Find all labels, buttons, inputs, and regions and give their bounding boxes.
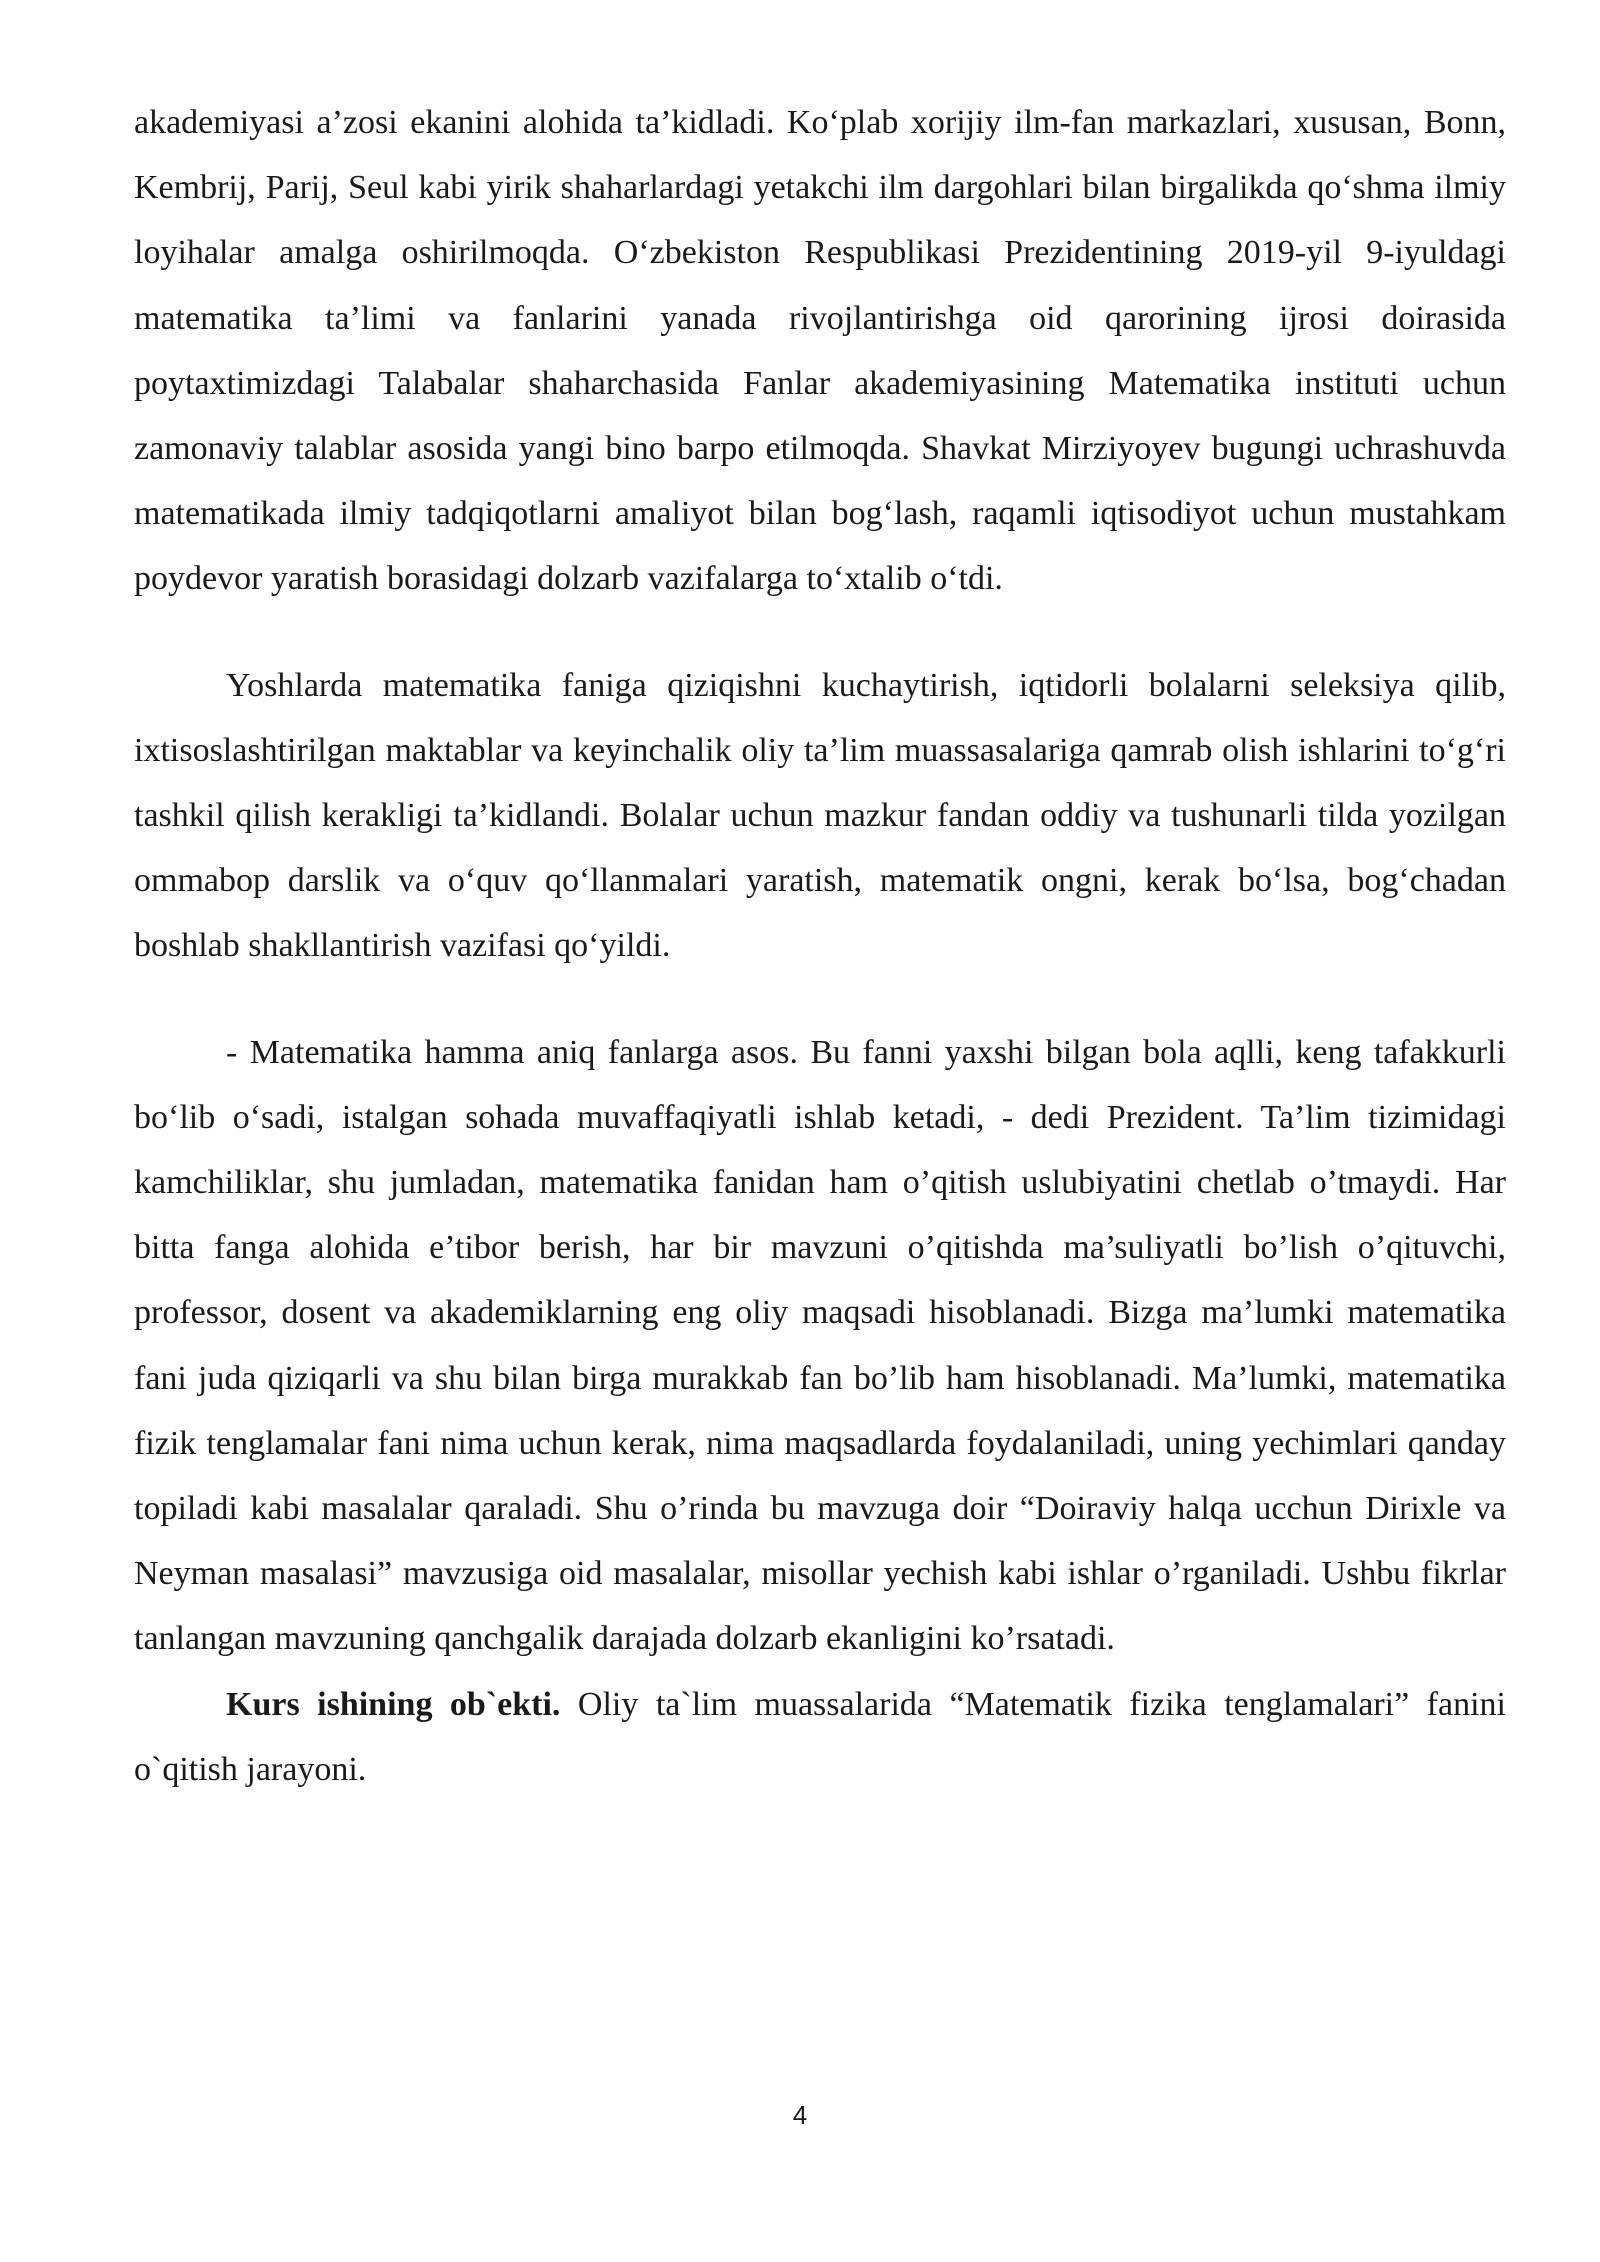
course-object-heading: Kurs ishining ob`ekti. — [226, 1685, 561, 1723]
paragraph-president-quote: - Matematika hamma aniq fanlarga asos. Bu fanni yaxshi bilgan bola aqlli, keng tafakkurli bo‘lib o‘sadi, istalgan sohada muvaffaqiyatli ishlab ketadi, - dedi Prezident. Ta’lim tizimidagi kamchiliklar, shu jumladan, matematika fanidan ham o’qitish uslubiyatini chetlab o’tmaydi. Har bitta fanga alohida e’tibor berish, har bir mavzuni o’qitishda ma’suliyatli bo’lish o’qituvchi, professor, dosent va akademiklarning eng oliy maqsadi hisoblanadi. Bizga ma’lumki matematika fani juda qiziqarli va shu bilan birga murakkab fan bo’lib ham hisoblanadi. Ma’lumki, matematika fizik tenglamalar fani nima uchun kerak, nima maqsadlarda foydalaniladi, uning yechimlari qanday topiladi kabi masalalar qaraladi. Shu o’rinda bu mavzuga doir “Doiraviy halqa ucchun Dirixle va Neyman masalasi” mavzusiga oid masalalar, misollar yechish kabi ishlar o’rganiladi. Ushbu fikrlar tanlangan mavzuning qanchgalik darajada dolzarb ekanligini ko’rsatadi. — [134, 1033, 1506, 1658]
document-page — [134, 90, 1506, 1802]
paragraph-youth-math: Yoshlarda matematika faniga qiziqishni kuchaytirish, iqtidorli bolalarni seleksiya qilib, ixtisoslashtirilgan maktablar va keyinchalik oliy ta’lim muassasalariga qamrab olish ishlarini to‘g‘ri tashkil qilish kerakligi ta’kidlandi. Bolalar uchun mazkur fandan oddiy va tushunarli tilda yozilgan ommabop darslik va o‘quv qo‘llanmalari yaratish, matematik ongni, kerak bo‘lsa, bog‘chadan boshlab shakllantirish vazifasi qo‘yildi. — [134, 666, 1506, 965]
course-object-text: Oliy ta`lim muassalarida “Matematik fizika tenglamalari” fanini o`qitish jarayoni. — [134, 1685, 1506, 1788]
page-number: 4 — [792, 2100, 808, 2130]
paragraph-academy: akademiyasi a’zosi ekanini alohida ta’kidladi. Ko‘plab xorijiy ilm-fan markazlari, xususan, Bonn, Kembrij, Parij, Seul kabi yirik shaharlardagi yetakchi ilm dargohlari bilan birgalikda qo‘shma ilmiy loyihalar amalga oshirilmoqda. O‘zbekiston Respublikasi Prezidentining 2019-yil 9-iyuldagi matematika ta’limi va fanlarini yanada rivojlantirishga oid qarorining ijrosi doirasida poytaxtimizdagi Talabalar shaharchasida Fanlar akademiyasining Matematika instituti uchun zamonaviy talablar asosida yangi bino barpo etilmoqda. Shavkat Mirziyoyev bugungi uchrashuvda matematikada ilmiy tadqiqotlarni amaliyot bilan bog‘lash, raqamli iqtisodiyot uchun mustahkam poydevor yaratish borasidagi dolzarb vazifalarga to‘xtalib o‘tdi. — [134, 104, 1506, 598]
paragraph-course-object — [134, 1672, 1506, 1802]
